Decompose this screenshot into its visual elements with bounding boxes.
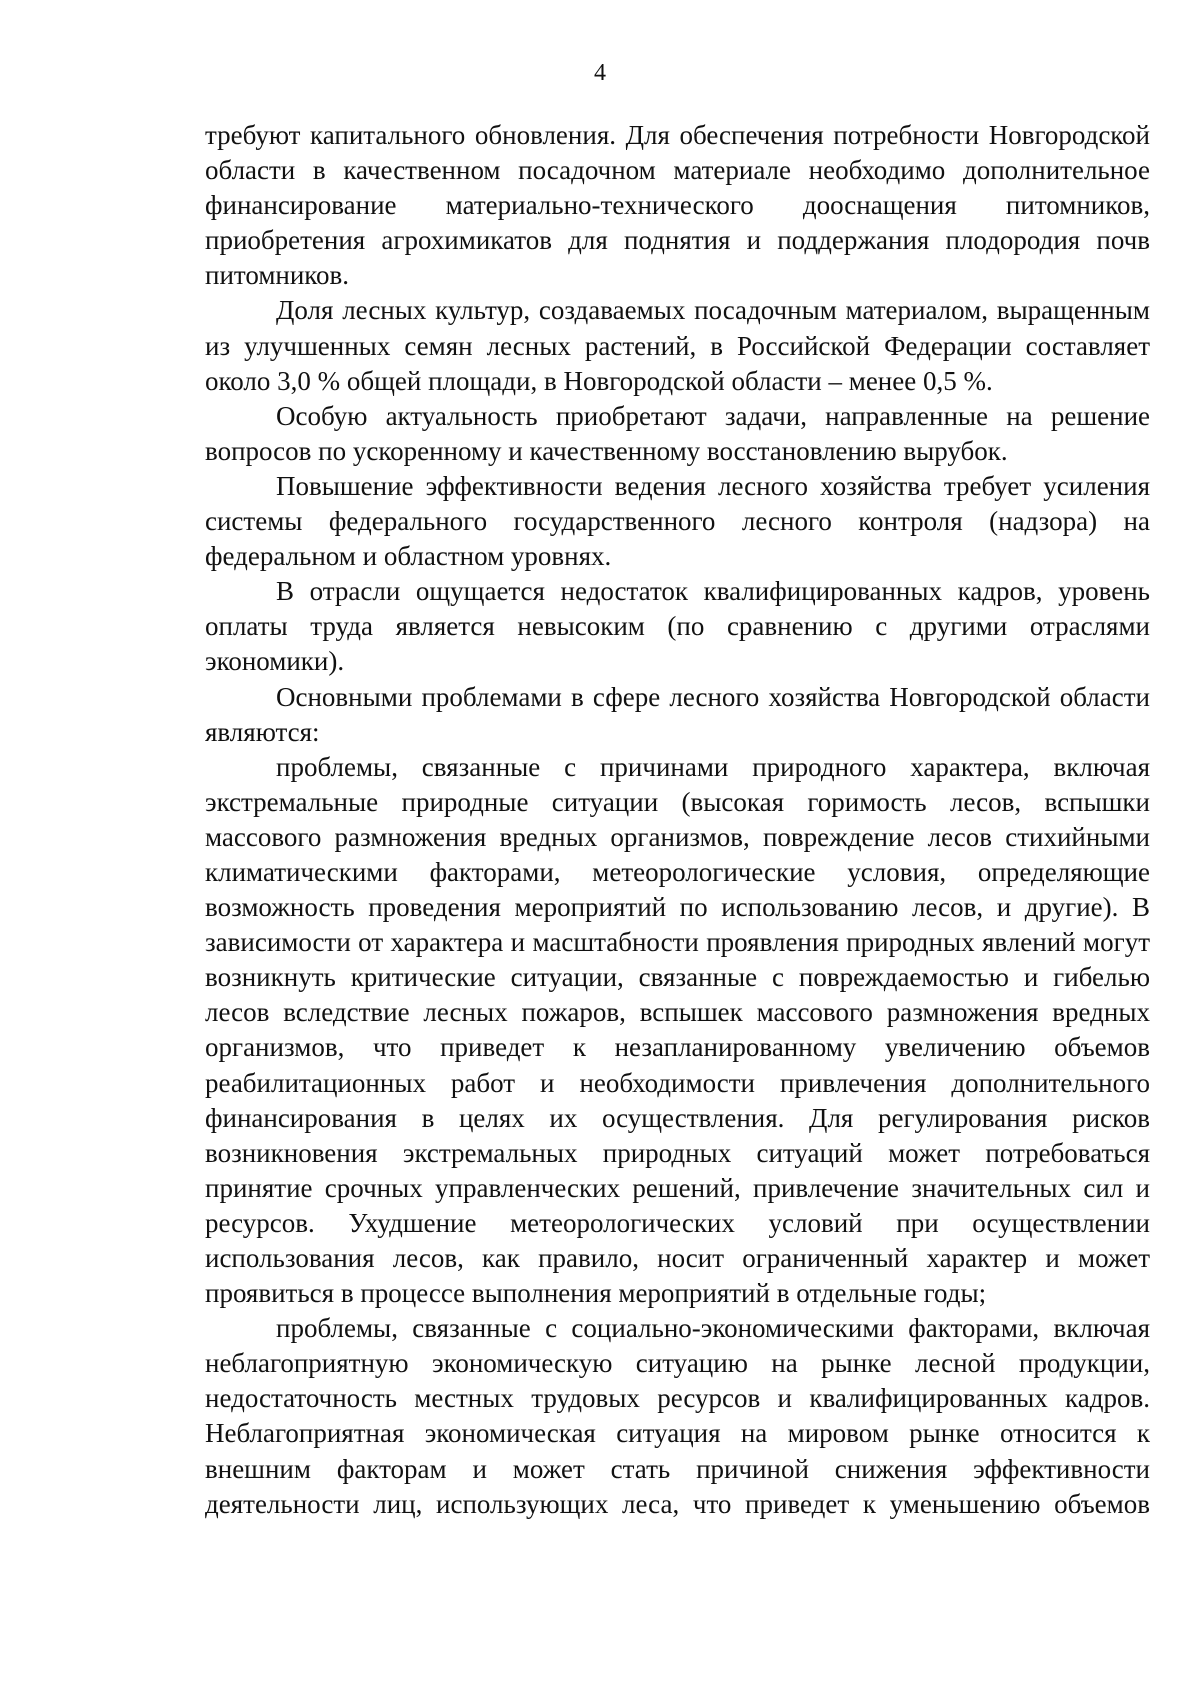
paragraph-2: Доля лесных культур, создаваемых посадочным материалом, выращенным из улучшенных семян лесных растений, в Российской Федерации составляет около 3,0 % общей площади, в Новгородской области – менее 0,5 %. — [205, 295, 1150, 396]
paragraph-8: проблемы, связанные с социально-экономическими факторами, включая неблагоприятную экономическую ситуацию на рынке лесной продукции, недостаточность местных трудовых ресурсов и квалифицированных кадров. Неблагоприятная экономическая ситуация на мировом рынке относится к внешним факторам и может стать причиной снижения эффективности деятельности лиц, использующих леса, что приведет к уменьшению объемов — [205, 1313, 1150, 1519]
paragraph-7: проблемы, связанные с причинами природного характера, включая экстремальные природные ситуации (высокая горимость лесов, вспышки массового размножения вредных организмов, повреждение лесов стихийными климатическими факторами, метеорологические условия, определяющие возможность проведения мероприятий по использованию лесов, и другие). В зависимости от характера и масштабности проявления природных явлений могут возникнуть критические ситуации, связанные с повреждаемостью и гибелью лесов вследствие лесных пожаров, вспышек массового размножения вредных организмов, что приведет к незапланированному увеличению объемов реабилитационных работ и необходимости привлечения дополнительного финансирования в целях их осуществления. Для регулирования рисков возникновения экстремальных природных ситуаций может потребоваться принятие срочных управленческих решений, привлечение значительных сил и ресурсов. Ухудшение метеорологических условий при осуществлении использования лесов, как правило, носит ограниченный характер и может проявиться в процессе выполнения мероприятий в отдельные годы; — [205, 751, 1150, 1309]
paragraph-1: требуют капитального обновления. Для обеспечения потребности Новгородской области в качественном посадочном материале необходимо дополнительное финансирование материально-технического дооснащения питомников, приобретения агрохимикатов для поднятия и поддержания плодородия почв питомников. — [205, 120, 1150, 291]
paragraph-4: Повышение эффективности ведения лесного хозяйства требует усиления системы федерального государственного лесного контроля (надзора) на федеральном и областном уровнях. — [205, 470, 1150, 572]
body-text — [205, 118, 1150, 1522]
page-number: 4 — [594, 60, 606, 86]
paragraph-5: В отрасли ощущается недостаток квалифицированных кадров, уровень оплаты труда является невысоким (по сравнению с другими отраслями экономики). — [205, 576, 1150, 677]
paragraph-3: Особую актуальность приобретают задачи, направленные на решение вопросов по ускоренному и качественному восстановлению вырубок. — [205, 400, 1150, 466]
paragraph-6: Основными проблемами в сфере лесного хозяйства Новгородской области являются: — [205, 681, 1150, 747]
